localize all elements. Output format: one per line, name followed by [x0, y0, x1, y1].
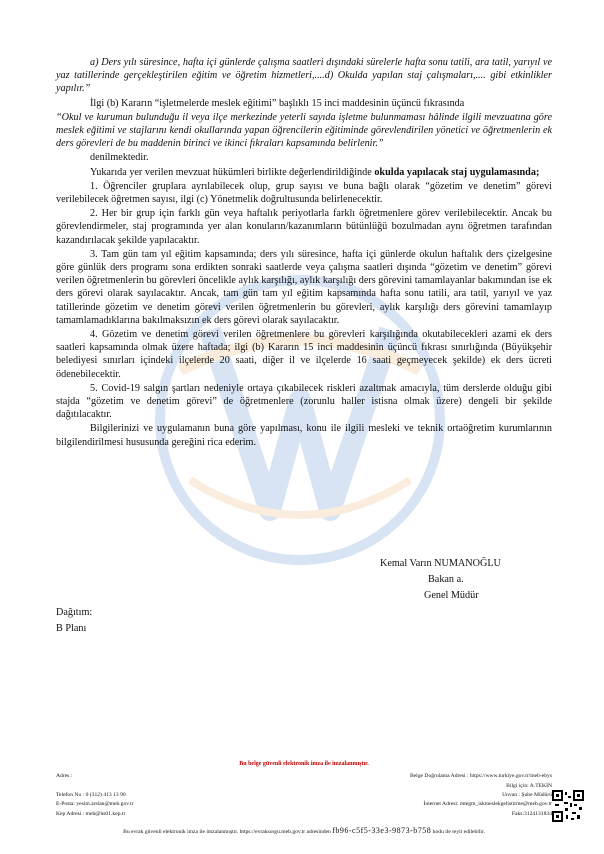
qr-code-icon: [552, 790, 584, 822]
footer-bilgi: Bilgi için: A.TEKİN: [506, 783, 552, 789]
signature-block: [380, 556, 560, 604]
signer-title-2: Genel Müdür: [424, 590, 479, 601]
para-a: a) Ders yılı süresince, hafta içi günlerde çalışma saatleri dışındaki sürelerle hafta sonu tatili, ara tatil, yarıyıl ve yaz tatillerinde gerçekleştirilen eğitim ve öğretim hizmetleri,....d) Okulda yapılan staj çalışmaları,.... gibi etkinlikler yapılır.”: [56, 57, 552, 95]
footer-kep: Kep Adresi : meb@hs01.kep.tr: [56, 811, 126, 817]
signer-name: Kemal Varın NUMANOĞLU: [380, 558, 501, 569]
footer-verification-line: [56, 826, 552, 835]
signer-title-1: Bakan a.: [428, 574, 464, 585]
item-2: 2. Her bir grup için farklı gün veya haftalık periyotlarla farklı öğretmenlere görev verilebilecektir. Ancak bu görevlendirmeler, staj programında yer alan konuların/kazanımların bütünlüğü bozulmadan aynı öğretmen tarafından kazandırılacak şekilde yapılacaktır.: [56, 208, 552, 246]
para-denilmektedir: denilmektedir.: [90, 152, 149, 164]
distribution-block: [56, 605, 92, 637]
para-yukarida: [56, 166, 552, 179]
footer-faks: Faks:3124131834: [511, 811, 552, 817]
footer-telefon: Telefon No : 0 (312) 413 13 90: [56, 792, 126, 798]
footer-adres: Adres :: [56, 773, 73, 779]
para-yukarida-bold: okulda yapılacak staj uygulamasında;: [374, 166, 540, 178]
footer-internet: İnternet Adresi: mtegm_iskmeslekgelistirme@meb.gov.tr: [423, 801, 552, 807]
footer-eposta: E-Posta: yesim.arslan@meb.gov.tr: [56, 801, 134, 807]
document-body: [56, 56, 552, 450]
distribution-label: Dağıtım:: [56, 607, 93, 618]
verification-code: fb96-c5f5-33e3-9873-b758: [332, 826, 432, 835]
item-3: 3. Tam gün tam yıl eğitim kapsamında; ders yılı süresince, hafta içi günlerde okulun haftalık ders çizelgesine göre günlük ders programı sona erdikten sonraki saatlerde veya çalışma saatleri dışında “gözetim ve denetim” görevi verilen öğretmenlerin bu görevleri öncelikle aylık karşılığı, aylık karşılığı ders görevini tamamlayanlar bakımından ise ek ders görevi olarak sayılacaktır. Ancak, tam gün tam yıl eğitim kapsamında hafta sonu tatili, ara tatil, yarıyıl ve yaz tatillerinde gözetim ve denetim görevi verilen öğretmenlerin bu görevleri, aylık karşılığı ders görevini tamamlayıp tamamlamadıklarına bakılmaksızın ek ders görevi olarak sayılacaktır.: [56, 248, 552, 326]
footer-signature-note: Bu belge güvenli elektronik imza ile imzalanmıştır.: [239, 761, 369, 767]
verification-post: kodu ile teyit edilebilir.: [432, 829, 485, 835]
item-1: 1. Öğrenciler gruplara ayrılabilecek olup, grup sayısı ve buna bağlı olarak “gözetim ve denetim” görevi verilebilecek öğretmen sayısı, ilgi (c) Yönetmelik doğrultusunda belirlenecektir.: [56, 180, 552, 206]
para-yukarida-text: Yukarıda yer verilen mevzuat hükümleri birlikte değerlendirildiğinde: [90, 166, 372, 178]
footer-unvan: Unvan : Şube Müdürü: [502, 792, 552, 798]
item-5: 5. Covid-19 salgın şartları nedeniyle ortaya çıkabilecek riskleri azaltmak amacıyla, tüm derslerde olduğu gibi stajda “gözetim ve denetim görevi” de öğretmenlere (zorunlu haller istisna olmak üzere) dengeli bir şekilde dağıtılacaktır.: [56, 382, 552, 421]
para-b-quote: “Okul ve kurumun bulunduğu il veya ilçe merkezinde yeterli sayıda işletme bulunmaması hâlinde ilgili mevzuatına göre meslek eğitimi ve stajlarını kendi okullarında yapan öğrencilerin eğitiminde görevlendirilen yönetici ve öğretmenlerin ek ders görevleri de bu maddenin birinci ve ikinci fıkraları kapsamında belirlenir.”: [56, 111, 552, 150]
para-b-intro: İlgi (b) Kararın “işletmelerde meslek eğitimi” başlıklı 15 inci maddesinin üçüncü fıkrasında: [90, 97, 465, 109]
closing-paragraph: Bilgilerinizi ve uygulamanın buna göre yapılması, konu ile ilgili mesleki ve teknik ortaöğretim kurumlarının bilgilendirilmesi hususunda gereğini rica ederim.: [56, 423, 552, 448]
verification-pre: Bu evrak güvenli elektronik imza ile imzalanmıştır. https://evraksorgu.meb.gov.tr adresinden: [123, 829, 331, 835]
item-4: 4. Gözetim ve denetim görevi verilen öğretmenlere bu görevleri karşılığında okutabilecekleri azami ek ders saatleri kapsamında olmak üzere haftada; ilgi (b) Kararın 15 inci maddesinin üçüncü fıkrası sınırlığında (Büyükşehir belediyesi sınırları içindeki ilçelerde 20 saati, diğer il ve ilçelerde 16 saati geçmeyecek şekilde) ek ders ücreti ödenebilecektir.: [56, 329, 552, 380]
distribution-value: B Planı: [56, 623, 87, 634]
footer-dogrulama: Belge Doğrulama Adresi : https://www.turkiye.gov.tr/meb-ebys: [409, 773, 552, 779]
